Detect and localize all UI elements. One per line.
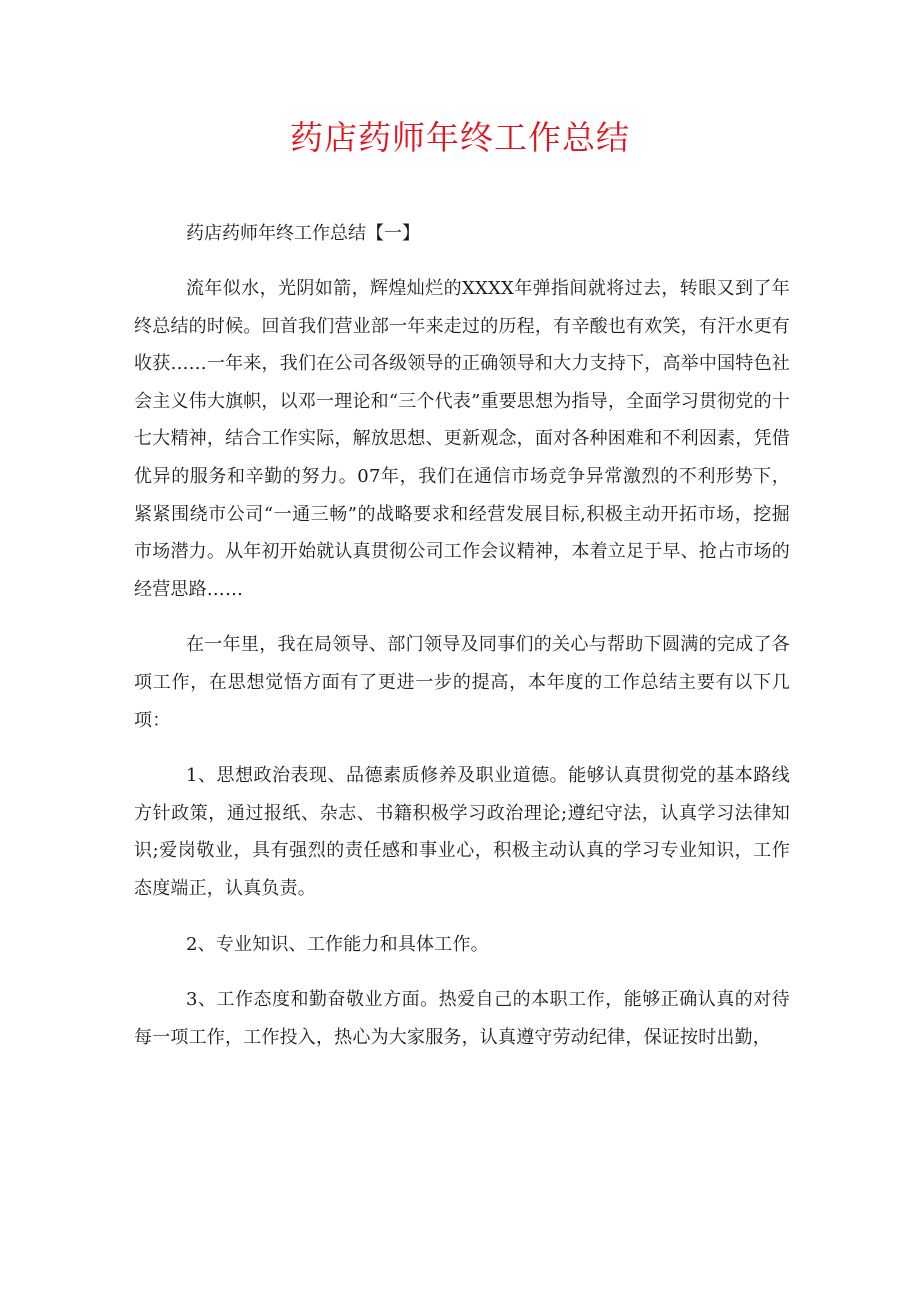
document-body [134, 216, 790, 1074]
section-label: 药店药师年终工作总结【一】 [186, 223, 420, 244]
paragraph-intro: 流年似水，光阴如箭，辉煌灿烂的XXXX年弹指间就将过去，转眼又到了年终总结的时候。回首我们营业部一年来走过的历程，有辛酸也有欢笑，有汗水更有收获……一年来，我们在公司各级领导的正确领导和大力支持下，高举中国特色社会主义伟大旗帜，以邓一理论和“三个代表”重要思想为指导，全面学习贯彻党的十七大精神，结合工作实际，解放思想、更新观念，面对各种困难和不利因素，凭借优异的服务和辛勤的努力。07年，我们在通信市场竞争异常激烈的不利形势下，紧紧围绕市公司“一通三畅”的战略要求和经营发展目标,积极主动开拓市场，挖掘市场潜力。从年初开始就认真贯彻公司工作会议精神，本着立足于早、抢占市场的经营思路…… [134, 278, 790, 600]
paragraph-item-3: 3、工作态度和勤奋敬业方面。热爱自己的本职工作，能够正确认真的对待每一项工作，工作投入，热心为大家服务，认真遵守劳动纪律，保证按时出勤， [134, 989, 790, 1048]
paragraph-item-1: 1、思想政治表现、品德素质修养及职业道德。能够认真贯彻党的基本路线方针政策，通过报纸、杂志、书籍积极学习政治理论;遵纪守法，认真学习法律知识;爱岗敬业，具有强烈的责任感和事业心，积极主动认真的学习专业知识，工作态度端正，认真负责。 [134, 765, 790, 899]
document-title: 药店药师年终工作总结 [290, 118, 630, 157]
paragraph-summary-lead: 在一年里，我在局领导、部门领导及同事们的关心与帮助下圆满的完成了各项工作，在思想觉悟方面有了更进一步的提高，本年度的工作总结主要有以下几项： [134, 634, 790, 731]
paragraph-item-2: 2、专业知识、工作能力和具体工作。 [186, 933, 489, 955]
